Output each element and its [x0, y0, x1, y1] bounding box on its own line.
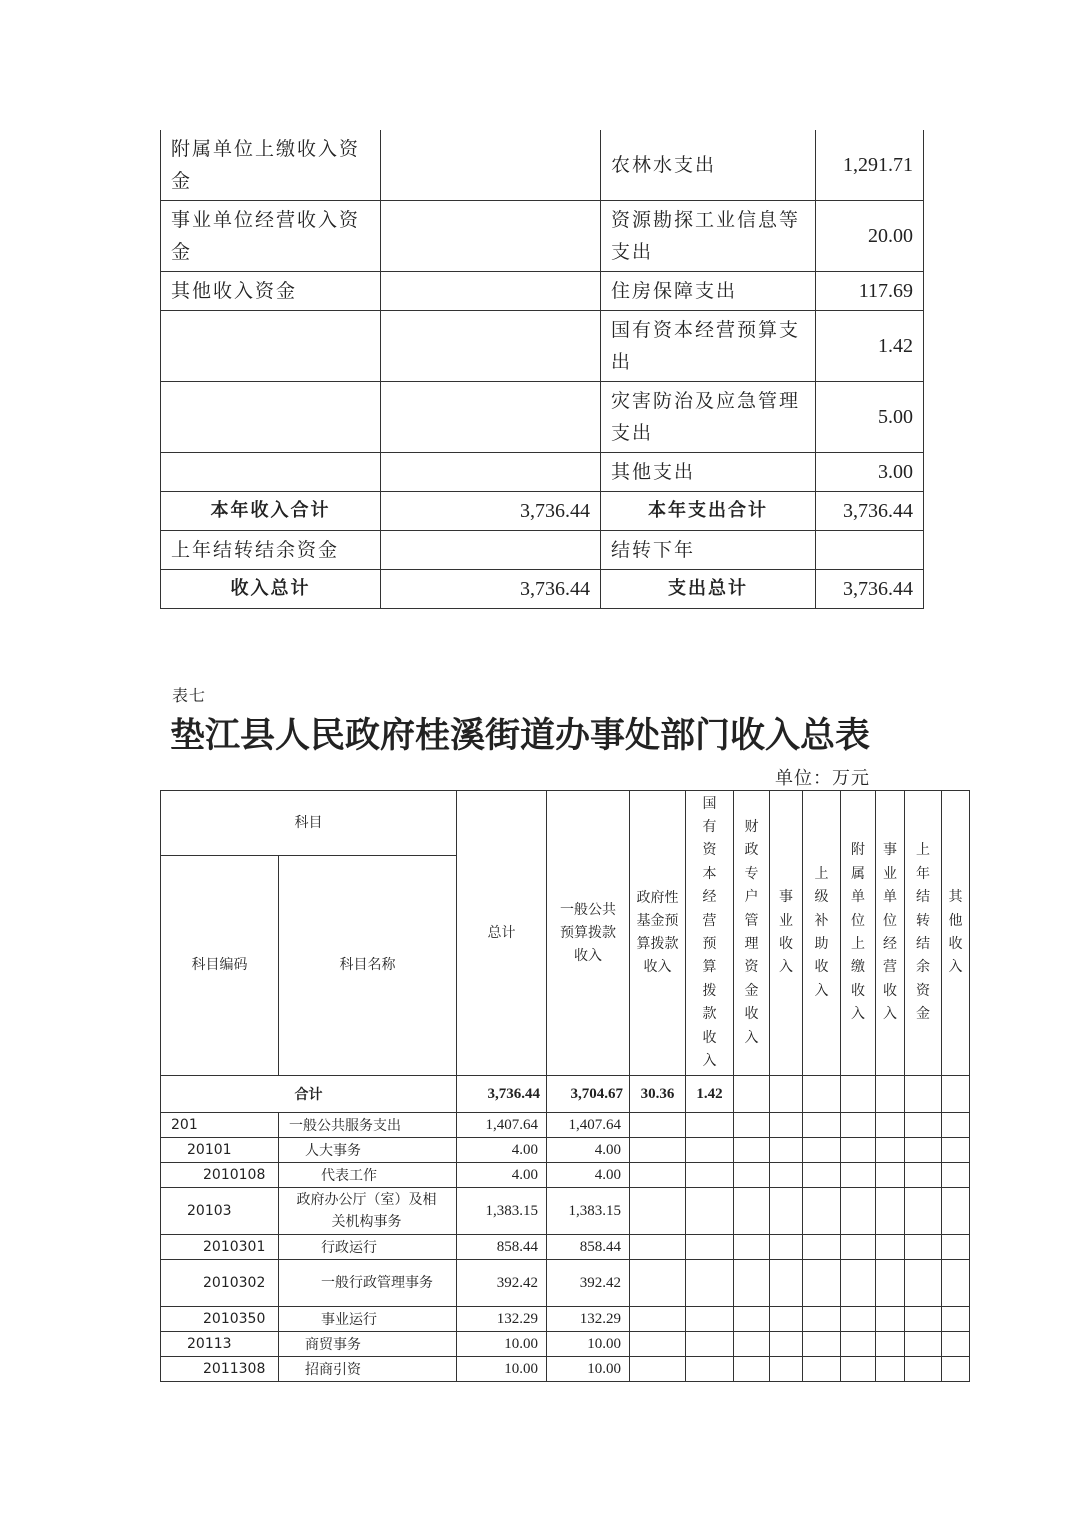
expenditure-summary-table: [160, 130, 924, 609]
carryover-label: 上年结转结余资金: [161, 531, 381, 570]
subject-name: 政府办公厅（室）及相关机构事务: [279, 1188, 457, 1235]
expense-label: 住房保障支出: [601, 272, 816, 311]
table-row: [161, 311, 924, 382]
table-row: [161, 1307, 970, 1332]
table-row: [161, 1235, 970, 1260]
subject-name: 行政运行: [279, 1235, 457, 1260]
grand-income-label: 收入总计: [161, 570, 381, 609]
subject-code: 2010301: [161, 1235, 279, 1260]
code-header: 科目编码: [161, 856, 279, 1076]
income-label: [161, 311, 381, 382]
gov-fund-value: 30.36: [630, 1076, 686, 1113]
fiscal-special-header: 财政专户管理资金收入: [734, 791, 770, 1076]
subject-name: 一般行政管理事务: [279, 1260, 457, 1307]
total-label: 合计: [161, 1076, 457, 1113]
carryover-value: [381, 531, 601, 570]
table-row-grand-total: [161, 570, 924, 609]
general-budget-value: 858.44: [547, 1235, 630, 1260]
income-value: [381, 311, 601, 382]
general-budget-header: 一般公共预算拨款收入: [547, 791, 630, 1076]
expense-label: 灾害防治及应急管理支出: [601, 382, 816, 453]
income-value: [381, 382, 601, 453]
page-title: 垫江县人民政府桂溪街道办事处部门收入总表: [170, 715, 871, 756]
table-row: [161, 1357, 970, 1382]
subject-name: 一般公共服务支出: [279, 1113, 457, 1138]
subject-code: 201: [161, 1113, 279, 1138]
total-value: 132.29: [457, 1307, 547, 1332]
total-value: 858.44: [457, 1235, 547, 1260]
subject-code: 20113: [161, 1332, 279, 1357]
subject-code: 20101: [161, 1138, 279, 1163]
unit-label: 单位：万元: [775, 768, 870, 789]
total-value: 392.42: [457, 1260, 547, 1307]
income-total-value: 3,736.44: [381, 492, 601, 531]
other-income-header: 其他收入: [942, 791, 970, 1076]
table-row: [161, 1138, 970, 1163]
business-operation-header: 事业单位经营收入: [876, 791, 905, 1076]
expense-value: 1.42: [816, 311, 924, 382]
table-row: [161, 382, 924, 453]
expense-value: 5.00: [816, 382, 924, 453]
state-capital-header: 国有资本经营预算拨款收入: [686, 791, 734, 1076]
expense-label: 资源勘探工业信息等支出: [601, 201, 816, 272]
subject-name: 招商引资: [279, 1357, 457, 1382]
income-summary-table: [160, 790, 970, 1382]
table-row: [161, 272, 924, 311]
subject-code: 2010302: [161, 1260, 279, 1307]
general-budget-value: 10.00: [547, 1357, 630, 1382]
general-budget-value: 132.29: [547, 1307, 630, 1332]
total-value: 10.00: [457, 1357, 547, 1382]
affiliated-header: 附属单位上缴收入: [841, 791, 876, 1076]
general-budget-value: 392.42: [547, 1260, 630, 1307]
expense-value: 3.00: [816, 453, 924, 492]
income-value: [381, 130, 601, 201]
subject-header: 科目: [161, 791, 457, 856]
subject-code: 2010350: [161, 1307, 279, 1332]
income-label: [161, 453, 381, 492]
total-header: 总计: [457, 791, 547, 1076]
expense-label: 农林水支出: [601, 130, 816, 201]
table-row-total: [161, 1076, 970, 1113]
grand-expense-value: 3,736.44: [816, 570, 924, 609]
general-budget-value: 1,383.15: [547, 1188, 630, 1235]
subject-name: 商贸事务: [279, 1332, 457, 1357]
total-value: 3,736.44: [457, 1076, 547, 1113]
income-label: [161, 382, 381, 453]
total-value: 1,407.64: [457, 1113, 547, 1138]
total-value: 4.00: [457, 1138, 547, 1163]
grand-income-value: 3,736.44: [381, 570, 601, 609]
table-row: [161, 201, 924, 272]
general-budget-value: 10.00: [547, 1332, 630, 1357]
income-value: [381, 201, 601, 272]
prior-year-header: 上年结转结余资金: [905, 791, 942, 1076]
table-row: [161, 1163, 970, 1188]
income-total-label: 本年收入合计: [161, 492, 381, 531]
total-value: 10.00: [457, 1332, 547, 1357]
subject-name: 代表工作: [279, 1163, 457, 1188]
table-row: [161, 453, 924, 492]
subject-name: 事业运行: [279, 1307, 457, 1332]
income-label: 其他收入资金: [161, 272, 381, 311]
general-budget-value: 1,407.64: [547, 1113, 630, 1138]
table-row: [161, 1260, 970, 1307]
general-budget-value: 4.00: [547, 1163, 630, 1188]
subject-code: 2010108: [161, 1163, 279, 1188]
subject-code: 20103: [161, 1188, 279, 1235]
state-capital-value: 1.42: [686, 1076, 734, 1113]
total-value: 4.00: [457, 1163, 547, 1188]
table-row: [161, 1332, 970, 1357]
income-value: [381, 272, 601, 311]
total-value: 1,383.15: [457, 1188, 547, 1235]
general-budget-value: 4.00: [547, 1138, 630, 1163]
business-income-header: 事业收入: [770, 791, 803, 1076]
general-budget-value: 3,704.67: [547, 1076, 630, 1113]
expense-total-value: 3,736.44: [816, 492, 924, 531]
expense-value: 20.00: [816, 201, 924, 272]
carry-next-label: 结转下年: [601, 531, 816, 570]
table-row: [161, 1113, 970, 1138]
carry-next-value: [816, 531, 924, 570]
table-row: [161, 1188, 970, 1235]
superior-subsidy-header: 上级补助收入: [803, 791, 841, 1076]
table-row-carryover: [161, 531, 924, 570]
income-label: 附属单位上缴收入资金: [161, 130, 381, 201]
income-value: [381, 453, 601, 492]
table-row-year-total: [161, 492, 924, 531]
expense-value: 117.69: [816, 272, 924, 311]
name-header: 科目名称: [279, 856, 457, 1076]
subject-name: 人大事务: [279, 1138, 457, 1163]
expense-label: 其他支出: [601, 453, 816, 492]
table-row: [161, 130, 924, 201]
expense-total-label: 本年支出合计: [601, 492, 816, 531]
income-label: 事业单位经营收入资金: [161, 201, 381, 272]
expense-value: 1,291.71: [816, 130, 924, 201]
subject-code: 2011308: [161, 1357, 279, 1382]
table-caption: 表七: [172, 686, 207, 705]
gov-fund-header: 政府性基金预算拨款收入: [630, 791, 686, 1076]
grand-expense-label: 支出总计: [601, 570, 816, 609]
expense-label: 国有资本经营预算支出: [601, 311, 816, 382]
